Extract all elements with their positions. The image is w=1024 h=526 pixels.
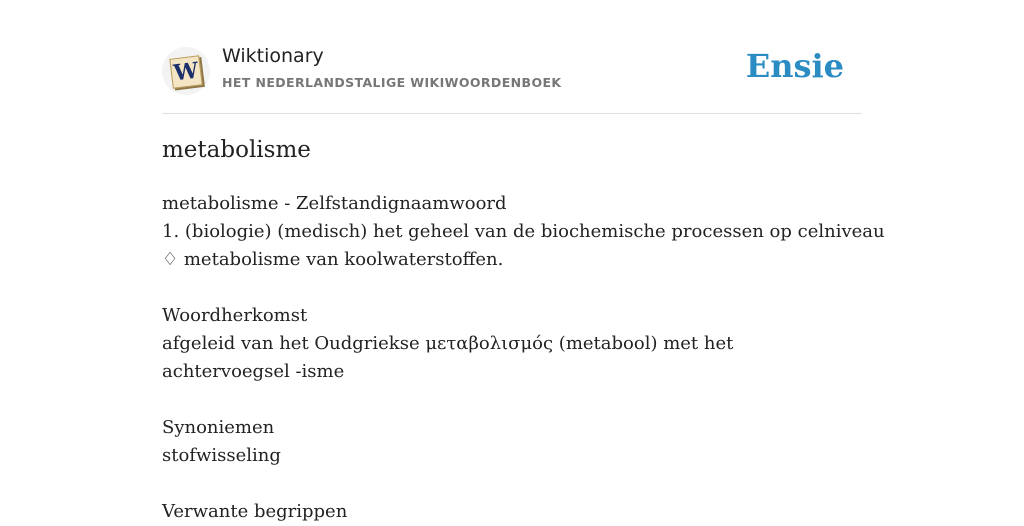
word-class-line: metabolisme - Zelfstandignaamwoord xyxy=(162,193,507,214)
wiktionary-logo-icon: W xyxy=(169,55,202,88)
etymology-heading: Woordherkomst xyxy=(162,305,308,326)
ensie-link[interactable]: Ensie xyxy=(745,47,844,85)
entry-content xyxy=(162,190,885,526)
wiktionary-logo[interactable] xyxy=(162,47,210,95)
related-heading: Verwante begrippen xyxy=(162,501,348,522)
page-title: metabolisme xyxy=(162,137,311,163)
site-subtitle: HET NEDERLANDSTALIGE WIKIWOORDENBOEK xyxy=(222,75,562,90)
example-line: ♢ metabolisme van koolwaterstoffen. xyxy=(162,249,504,270)
spacer xyxy=(162,470,862,498)
spacer xyxy=(162,386,862,414)
synonyms-heading: Synoniemen xyxy=(162,417,275,438)
definition-line: 1. (biologie) (medisch) het geheel van de biochemische processen op celniveau xyxy=(162,221,885,242)
site-header xyxy=(162,0,862,114)
synonyms-text: stofwisseling xyxy=(162,445,281,466)
spacer xyxy=(162,274,862,302)
site-name[interactable]: Wiktionary xyxy=(222,45,324,67)
page-container xyxy=(162,0,885,522)
etymology-text: afgeleid van het Oudgriekse μεταβολισμός (metabool) met het achtervoegsel -isme xyxy=(162,333,734,382)
